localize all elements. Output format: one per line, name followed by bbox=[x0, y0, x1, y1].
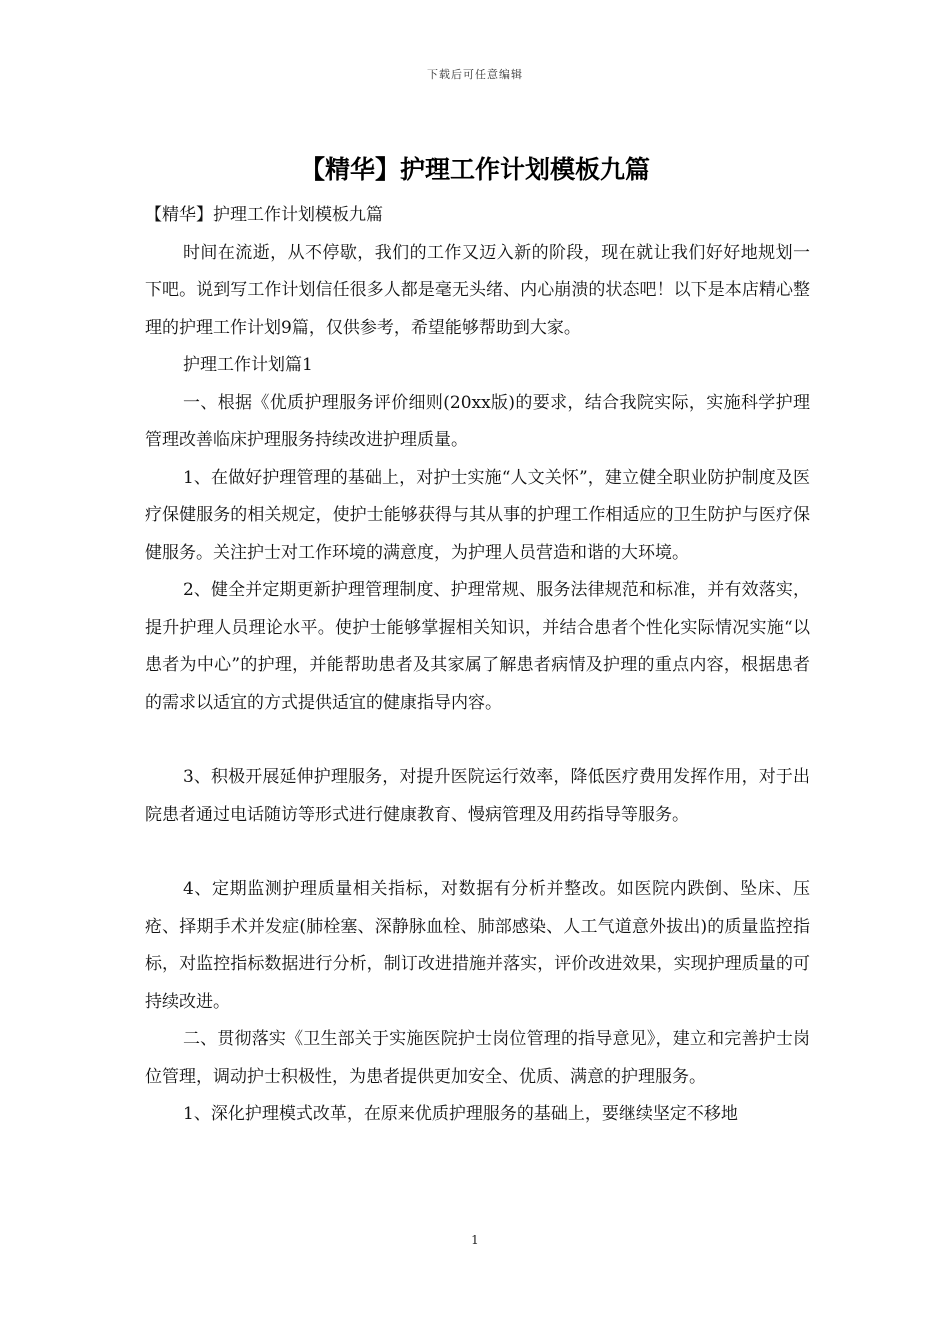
subtitle-paragraph: 【精华】护理工作计划模板九篇 bbox=[145, 205, 383, 225]
document-body bbox=[145, 197, 810, 1134]
document-title: 【精华】护理工作计划模板九篇 bbox=[299, 155, 650, 184]
header-note: 下载后可任意编辑 bbox=[427, 68, 523, 81]
body-paragraph: 二、贯彻落实《卫生部关于实施医院护士岗位管理的指导意见》，建立和完善护士岗位管理，调动护士积极性，为患者提供更加安全、优质、满意的护理服务。 bbox=[145, 1029, 810, 1087]
body-paragraph: 一、根据《优质护理服务评价细则(20xx版)的要求，结合我院实际，实施科学护理管理改善临床护理服务持续改进护理质量。 bbox=[145, 392, 810, 450]
body-paragraph: 2、健全并定期更新护理管理制度、护理常规、服务法律规范和标准，并有效落实，提升护理人员理论水平。使护士能够掌握相关知识，并结合患者个性化实际情况实施“以患者为中心”的护理，并能帮助患者及其家属了解患者病情及护理的重点内容，根据患者的需求以适宜的方式提供适宜的健康指导内容。 bbox=[145, 580, 810, 713]
paragraph-spacer bbox=[145, 834, 810, 871]
page-number: 1 bbox=[471, 1233, 479, 1247]
body-paragraph: 3、积极开展延伸护理服务，对提升医院运行效率，降低医疗费用发挥作用，对于出院患者通过电话随访等形式进行健康教育、慢病管理及用药指导等服务。 bbox=[145, 767, 810, 825]
section-heading: 护理工作计划篇1 bbox=[183, 355, 313, 375]
paragraph-spacer bbox=[145, 722, 810, 759]
body-paragraph: 1、深化护理模式改革，在原来优质护理服务的基础上，要继续坚定不移地 bbox=[183, 1104, 738, 1124]
body-paragraph: 4、定期监测护理质量相关指标，对数据有分析并整改。如医院内跌倒、坠床、压疮、择期手术并发症(肺栓塞、深静脉血栓、肺部感染、人工气道意外拔出)的质量监控指标，对监控指标数据进行分析，制订改进措施并落实，评价改进效果，实现护理质量的可持续改进。 bbox=[145, 879, 810, 1012]
intro-paragraph: 时间在流逝，从不停歇，我们的工作又迈入新的阶段，现在就让我们好好地规划一下吧。说到写工作计划信任很多人都是毫无头绪、内心崩溃的状态吧！以下是本店精心整理的护理工作计划9篇，仅供参考，希望能够帮助到大家。 bbox=[145, 242, 810, 338]
body-paragraph: 1、在做好护理管理的基础上，对护士实施“人文关怀”，建立健全职业防护制度及医疗保健服务的相关规定，使护士能够获得与其从事的护理工作相适应的卫生防护与医疗保健服务。关注护士对工作环境的满意度，为护理人员营造和谐的大环境。 bbox=[145, 467, 810, 563]
